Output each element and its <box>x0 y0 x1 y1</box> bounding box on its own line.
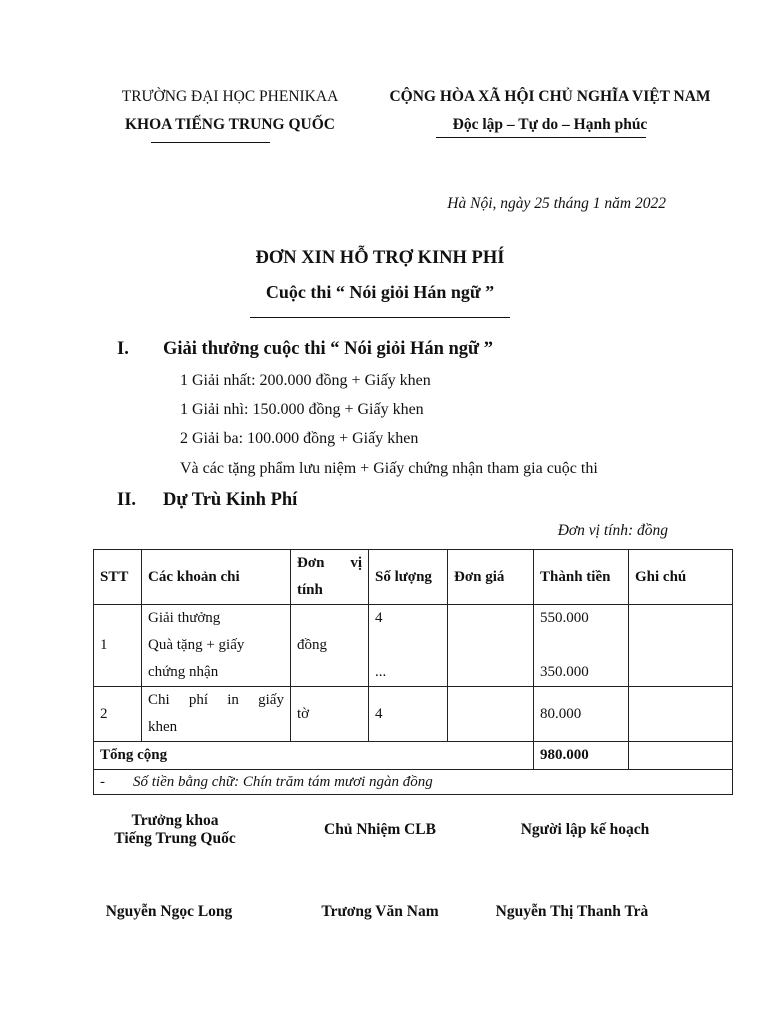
row1-item-line: chứng nhận <box>148 664 219 680</box>
row1-amount-line: 550.000 <box>540 610 589 626</box>
amount-in-words <box>94 770 733 795</box>
signature-name-dean: Nguyễn Ngọc Long <box>105 903 233 920</box>
header-unit <box>291 550 369 605</box>
row2-item-line: khen <box>148 719 178 735</box>
header-price: Đơn giá <box>448 550 534 605</box>
document-title: ĐƠN XIN HỖ TRỢ KINH PHÍ <box>255 248 505 268</box>
section2-title: Dự Trù Kinh Phí <box>163 490 298 510</box>
table-row <box>94 687 733 742</box>
prize-item: 2 Giải ba: 100.000 đồng + Giấy khen <box>180 430 419 447</box>
header-unit-word: Đơn <box>297 555 325 571</box>
header-amount: Thành tiền <box>534 550 629 605</box>
row2-unit: tờ <box>291 687 369 742</box>
row2-item-word: phí <box>188 692 209 708</box>
header-item: Các khoản chi <box>142 550 291 605</box>
signature-title-club-head: Chủ Nhiệm CLB <box>324 821 436 838</box>
signature-title-line: Tiếng Trung Quốc <box>114 830 236 847</box>
row2-item <box>142 687 291 742</box>
words-text: Số tiền bằng chữ: Chín trăm tám mươi ngàn đồng <box>133 774 433 790</box>
header-unit-word: vị <box>350 555 362 571</box>
amount-in-words-row <box>94 770 733 795</box>
row2-item-word: giấy <box>258 692 284 708</box>
motto-underline <box>436 137 646 138</box>
row1-stt: 1 <box>94 605 142 687</box>
prize-item: Và các tặng phẩm lưu niệm + Giấy chứng nhận tham gia cuộc thi <box>180 460 598 477</box>
section1-title: Giải thưởng cuộc thi “ Nói giỏi Hán ngữ ” <box>163 339 494 359</box>
row1-item <box>142 605 291 687</box>
total-row <box>94 742 733 770</box>
signature-name-planner: Nguyễn Thị Thanh Trà <box>495 903 649 920</box>
section2-number: II. <box>117 490 137 510</box>
date-line: Hà Nội, ngày 25 tháng 1 năm 2022 <box>447 195 666 212</box>
currency-unit: Đơn vị tính: đồng <box>557 522 668 539</box>
national-motto: Độc lập – Tự do – Hạnh phúc <box>452 116 648 133</box>
faculty-name: KHOA TIẾNG TRUNG QUỐC <box>124 116 335 133</box>
header-stt: STT <box>94 550 142 605</box>
row1-item-line: Quà tặng + giấy <box>148 637 245 653</box>
total-amount: 980.000 <box>534 742 629 770</box>
prize-item: 1 Giải nhất: 200.000 đồng + Giấy khen <box>180 372 431 389</box>
header-unit-word: tính <box>297 582 323 598</box>
row1-unit: đồng <box>291 605 369 687</box>
table-header-row <box>94 550 733 605</box>
row1-qty <box>369 605 448 687</box>
row1-qty-line: 4 <box>375 610 383 626</box>
row1-amount-line: 350.000 <box>540 664 589 680</box>
row1-item-line: Giải thưởng <box>148 610 221 626</box>
signature-title-dean <box>100 812 250 848</box>
row1-price <box>448 605 534 687</box>
section1-number: I. <box>117 339 129 359</box>
header-qty: Số lượng <box>369 550 448 605</box>
document-subtitle: Cuộc thi “ Nói giỏi Hán ngữ ” <box>265 282 495 302</box>
total-note <box>629 742 733 770</box>
header-note: Ghi chú <box>629 550 733 605</box>
row1-qty-line: ... <box>375 664 387 680</box>
signature-title-line: Trưởng khoa <box>131 812 219 829</box>
table-row <box>94 605 733 687</box>
total-label: Tổng cộng <box>94 742 534 770</box>
row2-amount: 80.000 <box>534 687 629 742</box>
row2-item-word: in <box>227 692 239 708</box>
words-dash: - <box>100 774 105 790</box>
national-title: CỘNG HÒA XÃ HỘI CHỦ NGHĨA VIỆT NAM <box>389 88 711 105</box>
row2-stt: 2 <box>94 687 142 742</box>
row2-item-word: Chi <box>148 692 170 708</box>
school-name: TRƯỜNG ĐẠI HỌC PHENIKAA <box>121 88 339 105</box>
budget-table <box>93 549 733 795</box>
row2-note <box>629 687 733 742</box>
row1-amount <box>534 605 629 687</box>
signature-name-club-head: Trương Văn Nam <box>321 903 439 920</box>
row2-price <box>448 687 534 742</box>
title-underline <box>250 317 510 318</box>
prize-item: 1 Giải nhì: 150.000 đồng + Giấy khen <box>180 401 424 418</box>
faculty-underline <box>151 142 270 143</box>
row1-note <box>629 605 733 687</box>
row2-qty: 4 <box>369 687 448 742</box>
signature-title-planner: Người lập kế hoạch <box>520 821 650 838</box>
